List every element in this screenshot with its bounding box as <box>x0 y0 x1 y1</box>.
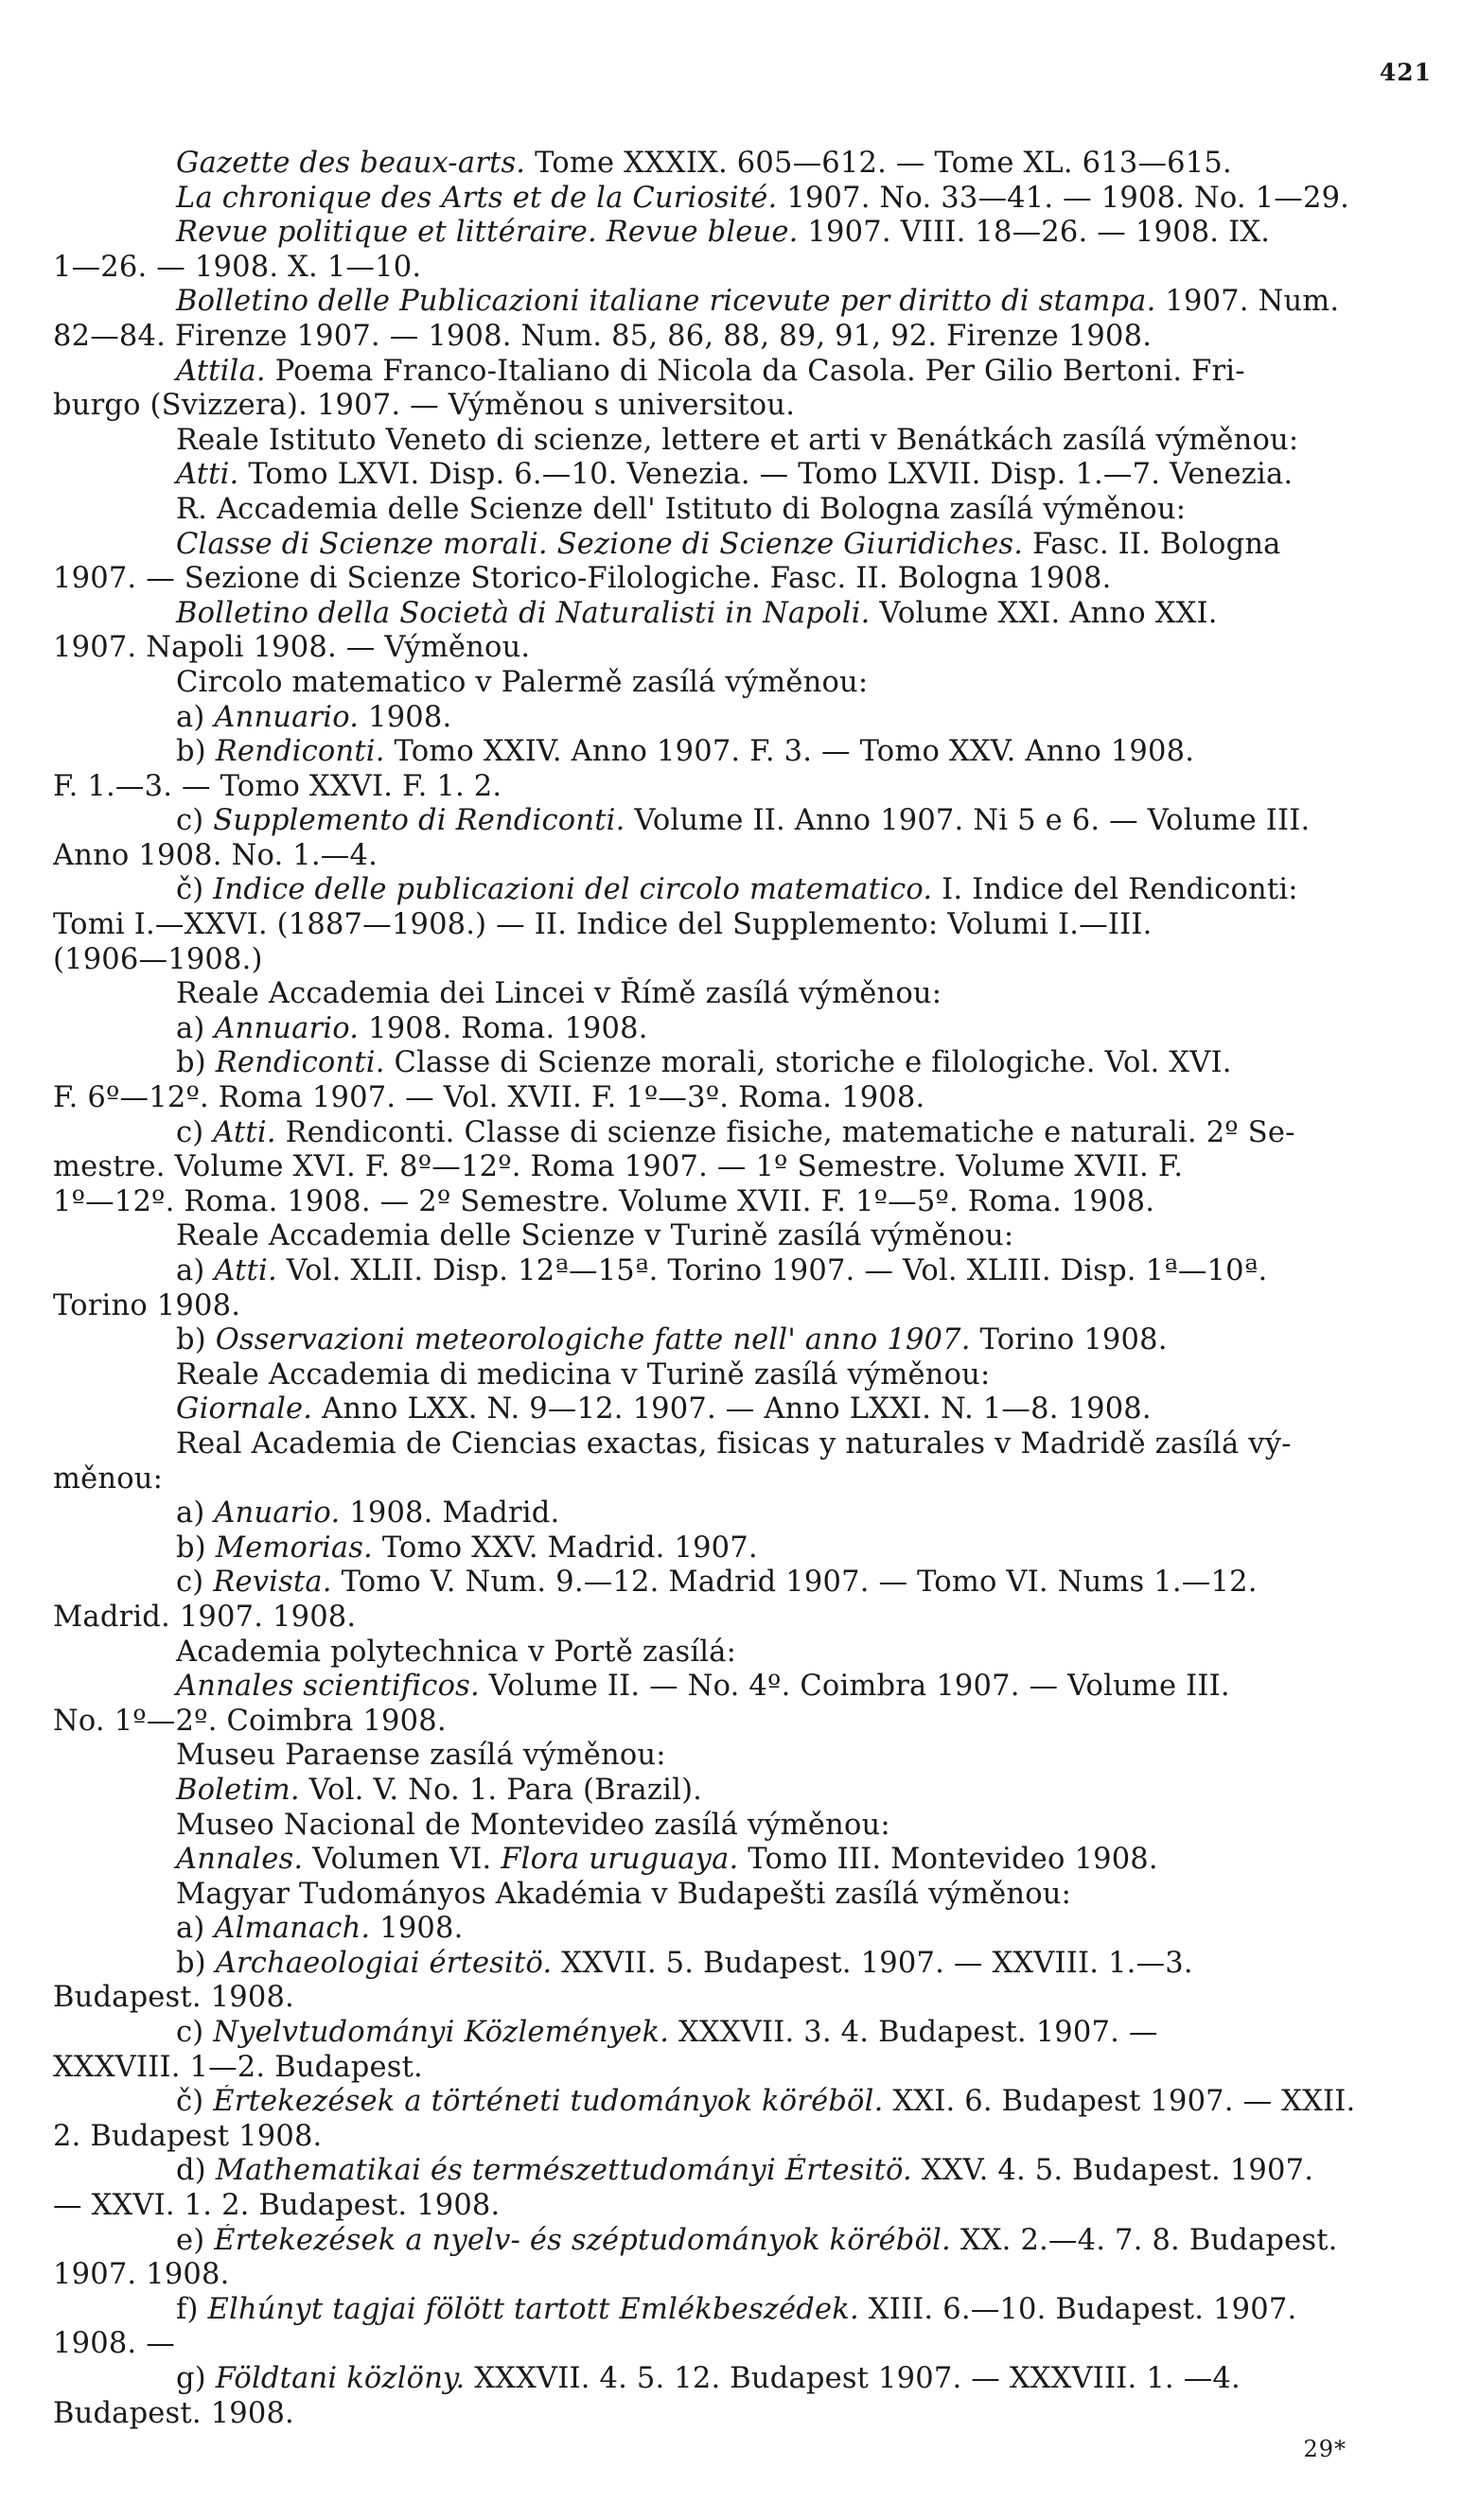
catalog-text-block <box>53 147 1435 2431</box>
text-line <box>53 1809 1435 1844</box>
italic-title-segment: Annuario. <box>214 1011 360 1045</box>
text-line <box>53 1636 1435 1671</box>
text-segment: 1º—12º. Roma. 1908. — 2º Semestre. Volume XVII. F. 1º—5º. Roma. 1908. <box>53 1184 1155 1218</box>
text-line <box>53 285 1435 320</box>
text-line <box>53 1878 1435 1913</box>
text-line <box>53 2327 1435 2362</box>
text-segment: c) <box>176 2016 214 2050</box>
italic-title-segment: Memorias. <box>215 1531 373 1565</box>
italic-title-segment: Anuario. <box>214 1496 341 1531</box>
text-line <box>53 1427 1435 1462</box>
text-segment: XXXVII. 4. 5. 12. Budapest 1907. — XXXVIII. 1. —4. <box>465 2362 1241 2395</box>
text-segment: Tomo V. Num. 9.—12. Madrid 1907. — Tomo VI. Nums 1.—12. <box>331 1566 1258 1600</box>
text-line <box>53 1289 1435 1324</box>
italic-title-segment: Értekezések a nyelv- és széptudományok köréböl. <box>214 2223 951 2257</box>
text-segment: c) <box>176 1566 214 1600</box>
text-segment: Tomo XXIV. Anno 1907. F. 3. — Tomo XXV. Anno 1908. <box>384 735 1195 769</box>
text-segment: Tomo LXVI. Disp. 6.—10. Venezia. — Tomo LXVII. Disp. 1.—7. Venezia. <box>238 458 1294 492</box>
text-segment: 1908. — <box>53 2327 175 2361</box>
text-segment: 1907. Num. <box>1155 285 1340 319</box>
text-segment: b) <box>176 1531 216 1565</box>
italic-title-segment: Bolletino delle Publicazioni italiane ricevute per diritto di stampa. <box>176 285 1156 319</box>
text-line <box>53 493 1435 528</box>
text-line <box>53 251 1435 286</box>
text-line <box>53 1012 1435 1047</box>
italic-title-segment: Mathematikai és természettudományi Értesitö. <box>215 2154 912 2188</box>
text-segment: Torino 1908. <box>53 1288 241 1322</box>
text-segment: Poema Franco-Italiano di Nicola da Casola. Per Gilio Bertoni. Fri- <box>265 354 1245 388</box>
text-line <box>53 1912 1435 1947</box>
italic-title-segment: Attila. <box>176 354 266 388</box>
text-segment: I. Indice del Rendiconti: <box>932 873 1298 907</box>
italic-title-segment: Atti. <box>213 1115 276 1149</box>
text-line <box>53 977 1435 1012</box>
italic-title-segment: Osservazioni meteorologiche fatte nell' anno 1907. <box>215 1323 971 1357</box>
text-line <box>53 770 1435 805</box>
text-segment: Torino 1908. <box>970 1323 1168 1357</box>
text-line <box>53 2224 1435 2259</box>
text-line <box>53 1739 1435 1774</box>
text-segment: 2. Budapest 1908. <box>53 2119 323 2153</box>
text-segment: Reale Accademia dei Lincei v Římě zasílá výměnou: <box>176 977 942 1011</box>
text-segment: Reale Accademia di medicina v Turině zasílá výměnou: <box>176 1357 991 1391</box>
text-line <box>53 804 1435 839</box>
italic-title-segment: Archaeologiai értesitö. <box>215 1946 553 1980</box>
text-line <box>53 1705 1435 1740</box>
text-line <box>53 908 1435 943</box>
text-line <box>53 424 1435 459</box>
text-segment: Anno LXX. N. 9—12. 1907. — Anno LXXI. N. 1—8. 1908. <box>312 1392 1152 1426</box>
text-segment: Madrid. 1907. 1908. <box>53 1600 357 1634</box>
text-segment: 1907. 1908. <box>53 2258 230 2292</box>
italic-title-segment: Bolletino della Società di Naturalisti in Napoli. <box>176 596 871 630</box>
italic-title-segment: Giornale. <box>176 1392 313 1426</box>
text-segment: burgo (Svizzera). 1907. — Výměnou s universitou. <box>53 389 796 423</box>
text-line <box>53 2120 1435 2155</box>
text-segment: Vol. XLII. Disp. 12ª—15ª. Torino 1907. — Vol. XLIII. Disp. 1ª—10ª. <box>276 1254 1268 1287</box>
text-segment: XXXVIII. 1—2. Budapest. <box>53 2050 423 2084</box>
italic-title-segment: Boletim. <box>176 1773 300 1807</box>
text-segment: Museo Nacional de Montevideo zasílá výměnou: <box>176 1808 890 1842</box>
italic-title-segment: Elhúnyt tagjai fölött tartott Emlékbeszédek. <box>207 2292 859 2326</box>
italic-title-segment: Gazette des beaux-arts. <box>176 147 526 180</box>
text-segment: Volumen VI. <box>303 1843 502 1877</box>
italic-title-segment: Revue politique et littéraire. Revue bleue. <box>176 216 799 250</box>
text-line <box>53 1323 1435 1358</box>
italic-title-segment: Flora uruguaya. <box>501 1843 739 1877</box>
text-segment: g) <box>176 2362 216 2395</box>
text-line <box>53 1601 1435 1636</box>
text-segment: mestre. Volume XVI. F. 8º—12º. Roma 1907. — 1º Semestre. Volume XVII. F. <box>53 1150 1184 1184</box>
text-segment: Tome XXXIX. 605—612. — Tome XL. 613—615. <box>525 147 1232 180</box>
text-line <box>53 701 1435 736</box>
text-segment: a) <box>176 1496 215 1531</box>
text-segment: Rendiconti. Classe di scienze fisiche, matematiche e naturali. 2º Se- <box>275 1115 1295 1149</box>
text-line <box>53 943 1435 978</box>
text-segment: Budapest. 1908. <box>53 2396 294 2430</box>
printer-signature: 29* <box>1303 2436 1347 2462</box>
text-segment: a) <box>176 700 215 734</box>
text-segment: XXV. 4. 5. Budapest. 1907. <box>911 2154 1314 2188</box>
text-line <box>53 2154 1435 2189</box>
text-line <box>53 2293 1435 2328</box>
text-segment: XXI. 6. Budapest 1907. — XXII. <box>883 2085 1356 2119</box>
text-segment: — XXVI. 1. 2. Budapest. 1908. <box>53 2189 501 2223</box>
text-line <box>53 2362 1435 2397</box>
text-segment: No. 1º—2º. Coimbra 1908. <box>53 1704 447 1738</box>
text-line <box>53 1219 1435 1254</box>
italic-title-segment: Nyelvtudományi Közlemények. <box>213 2016 670 2050</box>
text-segment: c) <box>176 1115 214 1149</box>
text-line <box>53 2016 1435 2051</box>
text-line <box>53 1392 1435 1427</box>
text-line <box>53 735 1435 770</box>
text-segment: c) <box>176 804 214 838</box>
text-segment: Budapest. 1908. <box>53 1981 294 2015</box>
text-line <box>53 597 1435 632</box>
text-segment: XXVII. 5. Budapest. 1907. — XXVIII. 1.—3. <box>552 1946 1193 1980</box>
text-segment: měnou: <box>53 1461 164 1496</box>
text-segment: 1908. <box>359 700 452 734</box>
text-line <box>53 389 1435 424</box>
italic-title-segment: Annuario. <box>214 700 360 734</box>
text-segment: 82—84. Firenze 1907. — 1908. Num. 85, 86, 88, 89, 91, 92. Firenze 1908. <box>53 319 1153 353</box>
text-segment: Classe di Scienze morali, storiche e filologiche. Vol. XVI. <box>384 1046 1232 1080</box>
italic-title-segment: Revista. <box>213 1566 332 1600</box>
text-segment: d) <box>176 2154 216 2188</box>
text-segment: (1906—1908.) <box>53 942 263 976</box>
text-segment: a) <box>176 1912 215 1946</box>
italic-title-segment: Értekezések a történeti tudományok köréböl. <box>213 2085 884 2119</box>
text-segment: 1908. <box>370 1912 464 1946</box>
italic-title-segment: La chronique des Arts et de la Curiosité. <box>176 181 778 215</box>
text-line <box>53 528 1435 563</box>
text-line <box>53 355 1435 390</box>
text-segment: Volume II. Anno 1907. Ni 5 e 6. — Volume III. <box>625 804 1311 838</box>
text-segment: Tomo XXV. Madrid. 1907. <box>372 1531 758 1565</box>
text-line <box>53 1358 1435 1393</box>
italic-title-segment: Földtani közlöny. <box>215 2362 466 2395</box>
text-segment: XIII. 6.—10. Budapest. 1907. <box>858 2292 1297 2326</box>
text-line <box>53 839 1435 874</box>
text-segment: 1908. Madrid. <box>340 1496 560 1531</box>
text-segment: XX. 2.—4. 7. 8. Budapest. <box>950 2223 1338 2257</box>
text-segment: XXXVII. 3. 4. Budapest. 1907. — <box>669 2016 1158 2050</box>
text-segment: Real Academia de Ciencias exactas, fisicas y naturales v Madridě zasílá vý- <box>176 1426 1292 1461</box>
text-segment: 1907. No. 33—41. — 1908. No. 1—29. <box>777 181 1350 215</box>
text-segment: b) <box>176 1323 216 1357</box>
text-line <box>53 666 1435 701</box>
text-line <box>53 1496 1435 1531</box>
text-segment: a) <box>176 1011 215 1045</box>
text-line <box>53 1981 1435 2016</box>
italic-title-segment: Classe di Scienze morali. Sezione di Scienze Giuridiches. <box>176 527 1024 561</box>
text-line <box>53 2085 1435 2120</box>
text-line <box>53 1531 1435 1566</box>
italic-title-segment: Supplemento di Rendiconti. <box>213 804 625 838</box>
text-segment: Reale Istituto Veneto di scienze, lettere et arti v Benátkách zasílá výměnou: <box>176 423 1299 457</box>
text-segment: 1907. VIII. 18—26. — 1908. IX. <box>798 216 1271 250</box>
italic-title-segment: Rendiconti. <box>215 1046 385 1080</box>
text-line <box>53 631 1435 666</box>
text-line <box>53 1670 1435 1705</box>
italic-title-segment: Rendiconti. <box>215 735 385 769</box>
text-segment: Museu Paraense zasílá výměnou: <box>176 1739 666 1773</box>
text-segment: R. Accademia delle Scienze dell' Istituto di Bologna zasílá výměnou: <box>176 492 1187 526</box>
italic-title-segment: Annales scientificos. <box>176 1670 480 1704</box>
page-number: 421 <box>1379 59 1432 86</box>
text-segment: č) <box>176 2085 214 2119</box>
text-line <box>53 1116 1435 1151</box>
text-segment: b) <box>176 735 216 769</box>
text-segment: č) <box>176 873 214 907</box>
text-line <box>53 2189 1435 2224</box>
text-segment: e) <box>176 2223 215 2257</box>
text-line <box>53 2258 1435 2293</box>
text-segment: Tomi I.—XXVI. (1887—1908.) — II. Indice del Supplemento: Volumi I.—III. <box>53 908 1153 942</box>
text-line <box>53 1254 1435 1289</box>
text-line <box>53 182 1435 217</box>
text-segment: f) <box>176 2292 208 2326</box>
text-line <box>53 147 1435 182</box>
text-line <box>53 1081 1435 1116</box>
italic-title-segment: Indice delle publicazioni del circolo matematico. <box>213 873 933 907</box>
text-segment: b) <box>176 1946 216 1980</box>
text-line <box>53 1774 1435 1809</box>
text-segment: 1—26. — 1908. X. 1—10. <box>53 250 422 284</box>
text-segment: Volume II. — No. 4º. Coimbra 1907. — Volume III. <box>479 1670 1230 1704</box>
text-segment: b) <box>176 1046 216 1080</box>
text-segment: 1907. — Sezione di Scienze Storico-Filologiche. Fasc. II. Bologna 1908. <box>53 562 1112 596</box>
text-line <box>53 1462 1435 1497</box>
text-segment: Circolo matematico v Palermě zasílá výměnou: <box>176 665 869 699</box>
text-line <box>53 1046 1435 1081</box>
text-segment: Volume XXI. Anno XXI. <box>870 596 1218 630</box>
text-line <box>53 2051 1435 2086</box>
text-line <box>53 2397 1435 2432</box>
italic-title-segment: Atti. <box>176 458 239 492</box>
text-segment: Tomo III. Montevideo 1908. <box>738 1843 1158 1877</box>
text-line <box>53 562 1435 597</box>
text-segment: F. 6º—12º. Roma 1907. — Vol. XVII. F. 1º—3º. Roma. 1908. <box>53 1081 925 1115</box>
text-segment: Fasc. II. Bologna <box>1023 527 1281 561</box>
text-line <box>53 320 1435 355</box>
text-segment: Academia polytechnica v Portě zasílá: <box>176 1635 737 1669</box>
italic-title-segment: Annales. <box>176 1843 304 1877</box>
italic-title-segment: Almanach. <box>214 1912 371 1946</box>
text-line <box>53 873 1435 908</box>
italic-title-segment: Atti. <box>214 1254 277 1287</box>
text-segment: a) <box>176 1254 215 1287</box>
text-line <box>53 1185 1435 1220</box>
text-segment: Anno 1908. No. 1.—4. <box>53 838 378 872</box>
text-line <box>53 458 1435 493</box>
text-line <box>53 1843 1435 1878</box>
text-segment: F. 1.—3. — Tomo XXVI. F. 1. 2. <box>53 769 502 803</box>
text-line <box>53 216 1435 251</box>
text-segment: Vol. V. No. 1. Para (Brazil). <box>299 1773 703 1807</box>
text-line <box>53 1566 1435 1601</box>
text-line <box>53 1947 1435 1982</box>
text-line <box>53 1150 1435 1185</box>
text-segment: 1908. Roma. 1908. <box>359 1011 648 1045</box>
text-segment: Magyar Tudományos Akadémia v Budapešti zasílá výměnou: <box>176 1877 1072 1911</box>
text-segment: Reale Accademia delle Scienze v Turině zasílá výměnou: <box>176 1219 1014 1253</box>
text-segment: 1907. Napoli 1908. — Výměnou. <box>53 631 531 665</box>
